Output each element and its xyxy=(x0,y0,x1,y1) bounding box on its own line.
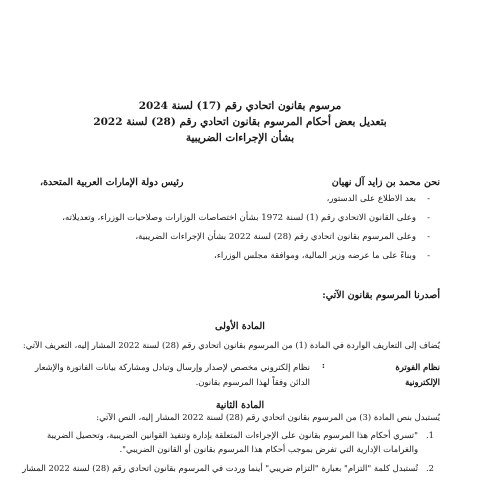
ruler-title: رئيس دولة الإمارات العربية المتحدة، xyxy=(40,177,184,188)
recital-item: - بعد الاطلاع على الدستور، xyxy=(40,190,440,209)
decree-title: مرسوم بقانون اتحادي رقم (17) لسنة 2024 xyxy=(138,100,342,112)
decree-subject: بشأن الإجراءات الضريبية xyxy=(185,132,295,144)
dash-bullet-icon: - xyxy=(427,213,430,223)
definition-row xyxy=(34,360,440,396)
article1-intro: يُضاف إلى التعاريف الواردة في المادة (1) من المرسوم بقانون اتحادي رقم (28) لسنة 2022 المشار إليه، التعريف الآتي: xyxy=(22,340,440,350)
dash-bullet-icon: - xyxy=(427,251,430,261)
decree-intro: أصدرنا المرسوم بقانون الآتي: xyxy=(322,290,440,301)
article2-intro: يُستبدل بنص المادة (3) من المرسوم بقانون اتحادي رقم (28) لسنة 2022 المشار إليه، النص الآتي: xyxy=(96,412,440,422)
recitals-list xyxy=(40,190,440,266)
dash-bullet-icon: - xyxy=(427,194,430,204)
recital-item: - وبناءً على ما عرضه وزير المالية، وموافقة مجلس الوزراء، xyxy=(40,247,440,266)
definition-term: نظام الفوترة الإلكترونية xyxy=(395,362,440,387)
article2-list xyxy=(22,428,440,480)
item-number: 1. xyxy=(425,430,434,440)
dash-bullet-icon: - xyxy=(427,232,430,242)
definition-text: نظام إلكتروني مخصص لإصدار وإرسال وتبادل ومشاركة بيانات الفاتورة والإشعار الدائن وفقاً لهذا المرسوم بقانون. xyxy=(34,362,310,387)
decree-subtitle: بتعديل بعض أحكام المرسوم بقانون اتحادي رقم (28) لسنة 2022 xyxy=(93,116,387,128)
item-number: 2. xyxy=(425,463,434,473)
recital-item: - وعلى القانون الاتحادي رقم (1) لسنة 1972 بشأن اختصاصات الوزارات وصلاحيات الوزراء، وتعديلاته، xyxy=(40,209,440,228)
recital-item: - وعلى المرسوم بقانون اتحادي رقم (28) لسنة 2022 بشأن الإجراءات الضريبية، xyxy=(40,228,440,247)
list-item: 2. تُستبدل كلمة "التزام" بعبارة "التزام ضريبي" أينما وردت في المرسوم بقانون اتحادي رقم (28) لسنة 2022 المشار xyxy=(22,463,434,473)
list-item: 1. "تسري أحكام هذا المرسوم بقانون على الإجراءات المتعلقة بإدارة وتنفيذ القوانين الضريبية، وتحصيل الضريبة والغرامات الإدارية التي تفرض بموجب أحكام هذا المرسوم بقانون أو القانون الضريبي". xyxy=(47,430,434,454)
article1-title: المادة الأولى xyxy=(215,321,265,332)
definition-colon: : xyxy=(321,360,325,370)
ruler-name: نحن محمد بن زايد آل نهيان xyxy=(331,177,440,188)
article2-title: المادة الثانية xyxy=(215,400,265,411)
